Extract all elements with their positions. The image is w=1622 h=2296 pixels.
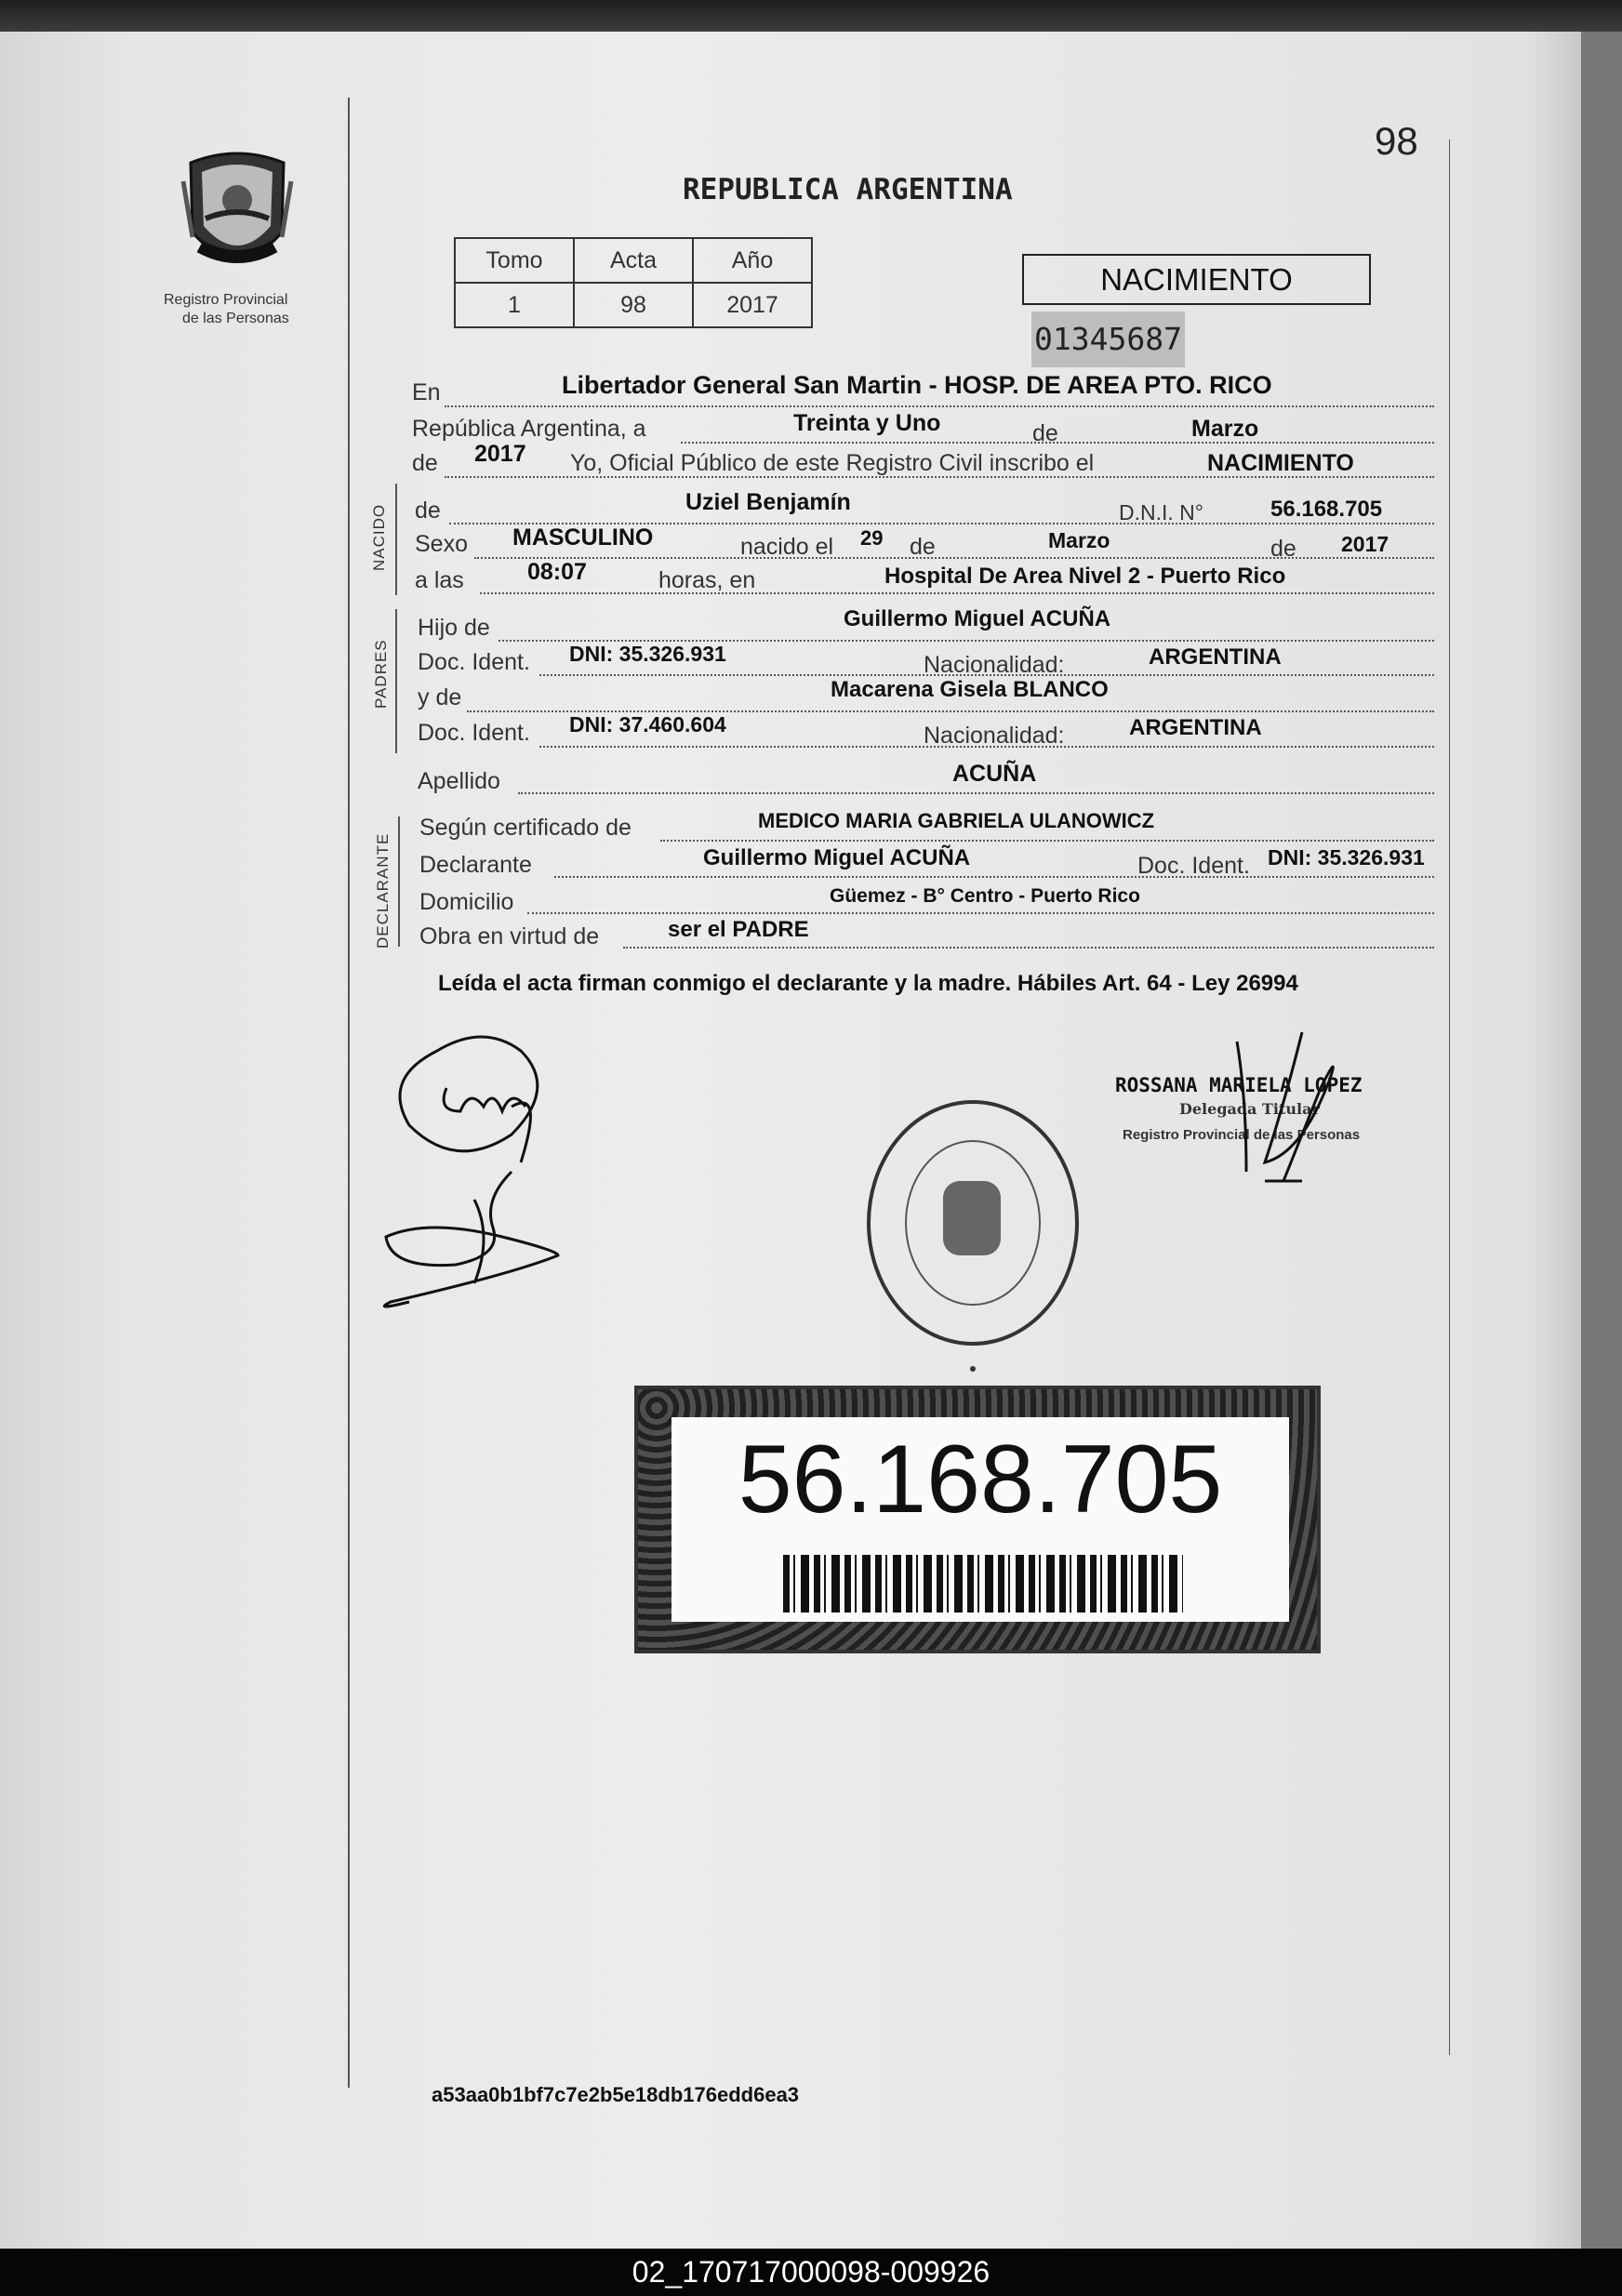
- nacido-separator: [395, 484, 397, 595]
- declarante-label: Declarante: [419, 852, 532, 878]
- year-prefix: de: [412, 450, 438, 476]
- mother-doc: DNI: 37.460.604: [569, 712, 726, 737]
- page-edge: [1581, 0, 1622, 2249]
- footer-code: 02_170717000098-009926: [0, 2249, 1622, 2296]
- mother-nationality: ARGENTINA: [1129, 715, 1262, 740]
- serial-number: 01345687: [1031, 312, 1185, 367]
- father-doc-label: Doc. Ident.: [418, 649, 530, 675]
- declarante-name: Guillermo Miguel ACUÑA: [703, 845, 971, 870]
- domicilio-value: Güemez - B° Centro - Puerto Rico: [830, 885, 1140, 907]
- year-value: 2017: [474, 441, 526, 467]
- mother-doc-label: Doc. Ident.: [418, 720, 530, 746]
- en-label: En: [412, 379, 441, 405]
- closing-text: Leída el acta firman conmigo el declarante y la madre. Hábiles Art. 64 - Ley 26994: [438, 971, 1298, 996]
- apellido-value: ACUÑA: [952, 761, 1037, 787]
- obra-label: Obra en virtud de: [419, 923, 600, 949]
- en-value: Libertador General San Martin - HOSP. DE AREA PTO. RICO: [562, 371, 1272, 399]
- sexo-value: MASCULINO: [512, 524, 654, 551]
- father-nationality: ARGENTINA: [1149, 644, 1282, 670]
- padres-separator: [395, 609, 397, 753]
- obra-dots: [623, 947, 1434, 949]
- horas-label: horas, en: [658, 567, 756, 593]
- official-name: ROSSANA MARIELA LOPEZ: [1115, 1074, 1363, 1096]
- a-las-label: a las: [415, 567, 464, 593]
- record-table-header-tomo: Tomo: [455, 238, 574, 283]
- record-table: [454, 237, 813, 328]
- padres-title: PADRES: [372, 639, 390, 709]
- month-value: Marzo: [1191, 416, 1259, 442]
- record-type-box: NACIMIENTO: [1022, 254, 1371, 305]
- nacido-title: NACIDO: [370, 503, 388, 571]
- sexo-label: Sexo: [415, 531, 468, 557]
- de-label-2: de: [910, 534, 936, 560]
- declarant-signature: [372, 1023, 595, 1330]
- declarante-doc: DNI: 35.326.931: [1268, 845, 1425, 869]
- newborn-dni: 56.168.705: [1270, 497, 1383, 522]
- record-table-acta: 98: [574, 283, 693, 327]
- father-nationality-label: Nacionalidad:: [924, 652, 1065, 678]
- event-value: NACIMIENTO: [1207, 450, 1354, 476]
- republica-label: República Argentina, a: [412, 416, 646, 442]
- nacido-de-label: de: [415, 498, 441, 524]
- page-number: 98: [1375, 119, 1418, 163]
- domicilio-dots: [527, 912, 1434, 914]
- certificado-value: MEDICO MARIA GABRIELA ULANOWICZ: [758, 809, 1155, 832]
- apellido-label: Apellido: [418, 768, 500, 794]
- declarante-separator: [398, 816, 400, 947]
- right-margin-line: [1449, 139, 1450, 2055]
- page-top-edge: [0, 0, 1622, 32]
- declarante-doc-label: Doc. Ident.: [1137, 853, 1250, 879]
- y-de-label: y de: [418, 684, 462, 710]
- nacido-el-label: nacido el: [740, 534, 834, 560]
- document-hash: a53aa0b1bf7c7e2b5e18db176edd6ea3: [432, 2083, 800, 2106]
- official-signature: [1209, 1023, 1395, 1190]
- newborn-name: Uziel Benjamín: [685, 489, 851, 515]
- official-title: Delegada Titular: [1179, 1100, 1320, 1118]
- father-doc: DNI: 35.326.931: [569, 642, 726, 666]
- official-office: Registro Provincial de las Personas: [1123, 1127, 1361, 1143]
- barcode-number: 56.168.705: [738, 1426, 1223, 1533]
- barcode-label: [671, 1417, 1289, 1622]
- birth-year: 2017: [1341, 532, 1389, 556]
- de-label-1: de: [1032, 420, 1058, 446]
- official-seal: [861, 1079, 1084, 1376]
- certificado-dots: [660, 840, 1434, 842]
- day-words: Treinta y Uno: [793, 410, 941, 436]
- de-label-3: de: [1270, 536, 1296, 562]
- province-logo: [172, 144, 302, 284]
- record-table-header-acta: Acta: [574, 238, 693, 283]
- a-las-dots: [480, 592, 1434, 594]
- apellido-dots: [518, 792, 1434, 794]
- mother-name: Macarena Gisela BLANCO: [831, 677, 1109, 702]
- country-heading: REPUBLICA ARGENTINA: [683, 173, 1013, 206]
- record-table-header-anio: Año: [693, 238, 812, 283]
- record-table-tomo: 1: [455, 283, 574, 327]
- certificado-label: Según certificado de: [419, 815, 632, 841]
- dni-label: D.N.I. N°: [1119, 500, 1203, 524]
- hijo-de-label: Hijo de: [418, 615, 490, 641]
- registry-name-line1: Registro Provincial: [164, 292, 288, 308]
- birth-day: 29: [860, 526, 884, 550]
- record-table-anio: 2017: [693, 283, 812, 327]
- obra-value: ser el PADRE: [668, 917, 809, 942]
- mother-nationality-label: Nacionalidad:: [924, 723, 1065, 749]
- father-name: Guillermo Miguel ACUÑA: [844, 606, 1111, 631]
- registry-name-line2: de las Personas: [182, 311, 289, 326]
- barcode-bars: [783, 1555, 1183, 1613]
- en-dots: [445, 405, 1434, 407]
- declarante-dots: [554, 876, 1434, 878]
- declarante-title: DECLARANTE: [374, 832, 392, 949]
- birth-time: 08:07: [527, 559, 587, 585]
- left-margin-line: [348, 98, 350, 2088]
- official-text: Yo, Oficial Público de este Registro Civil inscribo el: [570, 450, 1095, 476]
- barcode-sticker: [634, 1386, 1321, 1653]
- birth-month: Marzo: [1048, 528, 1110, 552]
- domicilio-label: Domicilio: [419, 889, 514, 915]
- birth-place: Hospital De Area Nivel 2 - Puerto Rico: [884, 564, 1286, 589]
